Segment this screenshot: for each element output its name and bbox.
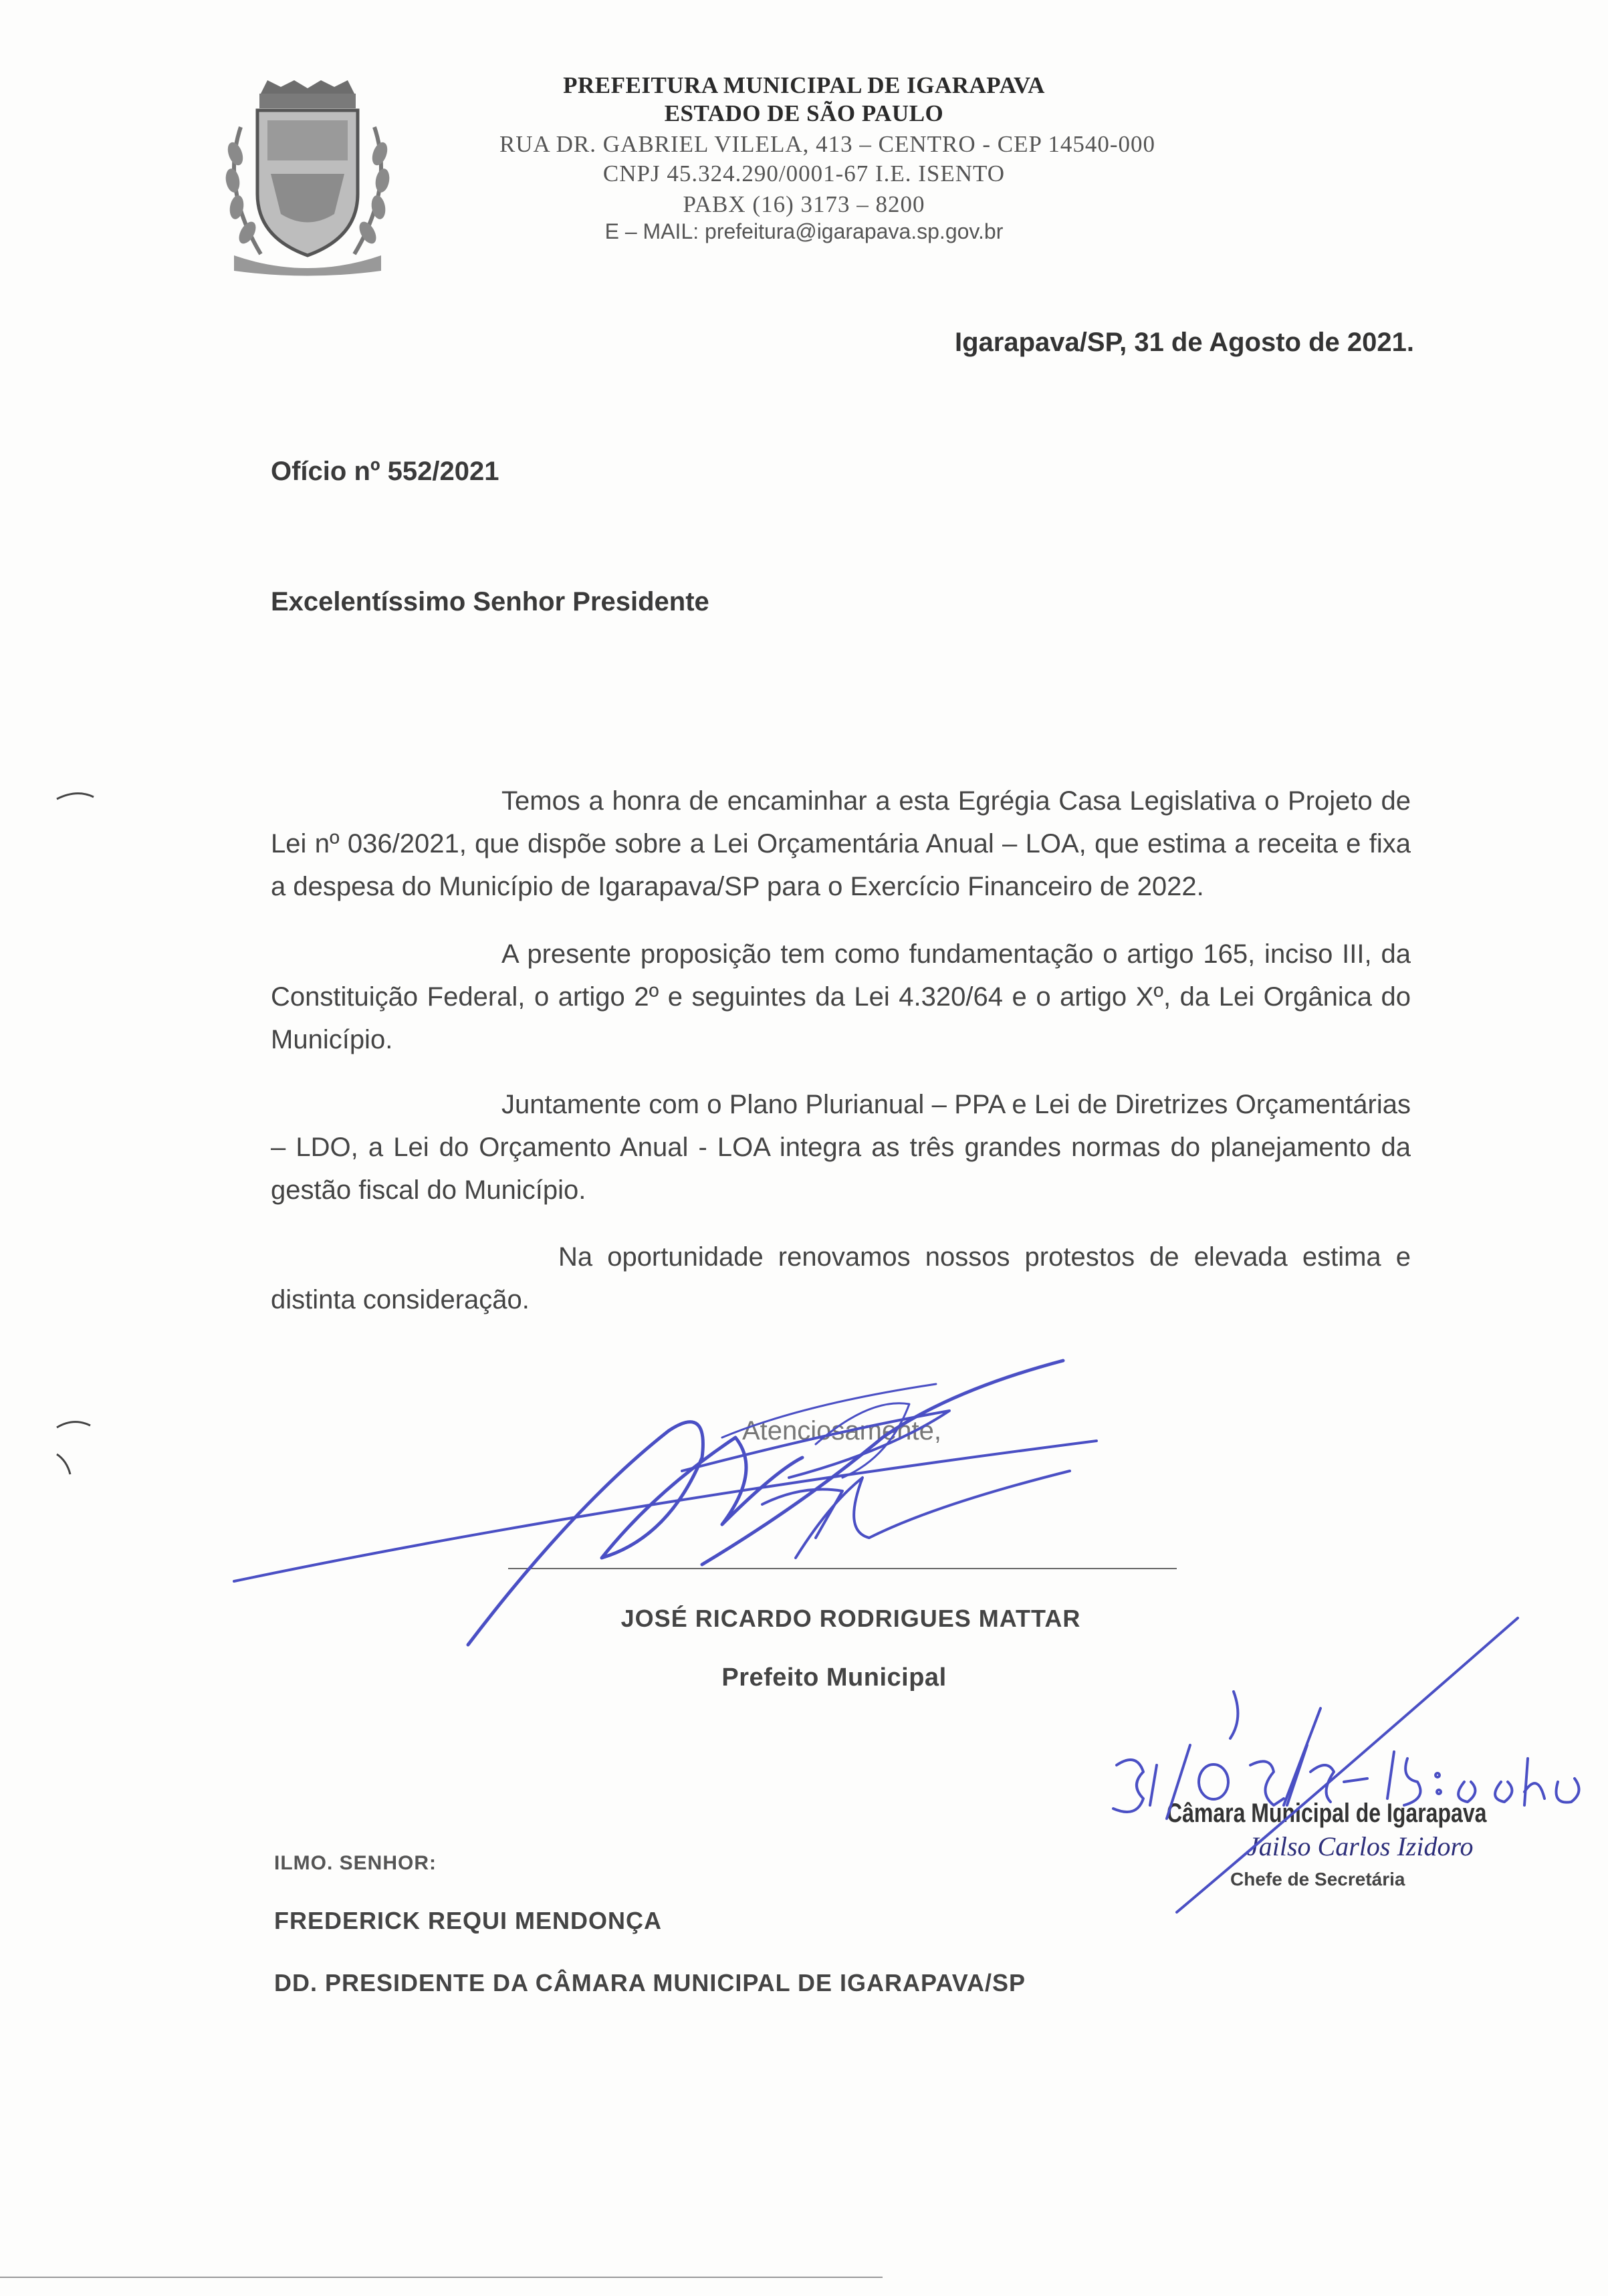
paragraph-3: Juntamente com o Plano Plurianual – PPA e Lei de Diretrizes Orçamentárias – LDO, a Lei do Orçamento Anual - LOA integra as três grandes normas do planejamento da gestão fiscal do Município. (271, 1090, 1411, 1205)
addressee-role: DD. PRESIDENTE DA CÂMARA MUNICIPAL DE IGARAPAVA/SP (274, 1969, 1026, 1996)
letterhead-email: E – MAIL: prefeitura@igarapava.sp.gov.br (604, 219, 1004, 243)
addressee-honorific: ILMO. SENHOR: (274, 1852, 437, 1874)
footer-rule (0, 2277, 883, 2278)
paragraph-4: Na oportunidade renovamos nossos protestos de elevada estima e distinta consideração. (271, 1242, 1411, 1314)
letterhead-phone: PABX (16) 3173 – 8200 (683, 191, 925, 217)
closing: Atenciosamente, (742, 1416, 941, 1446)
letterhead-address: RUA DR. GABRIEL VILELA, 413 – CENTRO - CEP 14540-000 (499, 131, 1156, 157)
signer-name: JOSÉ RICARDO RODRIGUES MATTAR (620, 1605, 1081, 1632)
stamp-staff-role: Chefe de Secretária (1230, 1869, 1405, 1889)
paragraph-2: A presente proposição tem como fundamentação o artigo 165, inciso III, da Constituição Federal, o artigo 2º e seguintes da Lei 4.320/64 e o artigo Xº, da Lei Orgânica do Município. (271, 939, 1411, 1054)
signer-title: Prefeito Municipal (721, 1663, 947, 1692)
paragraph-1: Temos a honra de encaminhar a esta Egrégia Casa Legislativa o Projeto de Lei nº 036/2021, que dispõe sobre a Lei Orçamentária Anual – LOA, que estima a receita e fixa a despesa do Município de Igarapava/SP para o Exercício Financeiro de 2022. (271, 786, 1411, 901)
stamp-institution: Câmara Municipal de Igarapava (1167, 1799, 1487, 1828)
addressee-name: FREDERICK REQUI MENDONÇA (274, 1907, 663, 1934)
stamp-staff-name: Jailso Carlos Izidoro (1247, 1831, 1474, 1861)
letterhead-municipality: PREFEITURA MUNICIPAL DE IGARAPAVA (563, 72, 1045, 98)
date-line: Igarapava/SP, 31 de Agosto de 2021. (955, 328, 1414, 357)
letterhead-cnpj: CNPJ 45.324.290/0001-67 I.E. ISENTO (602, 160, 1006, 187)
letterhead-state: ESTADO DE SÃO PAULO (664, 100, 944, 126)
salutation: Excelentíssimo Senhor Presidente (271, 587, 709, 616)
document-reference: Ofício nº 552/2021 (271, 457, 499, 486)
